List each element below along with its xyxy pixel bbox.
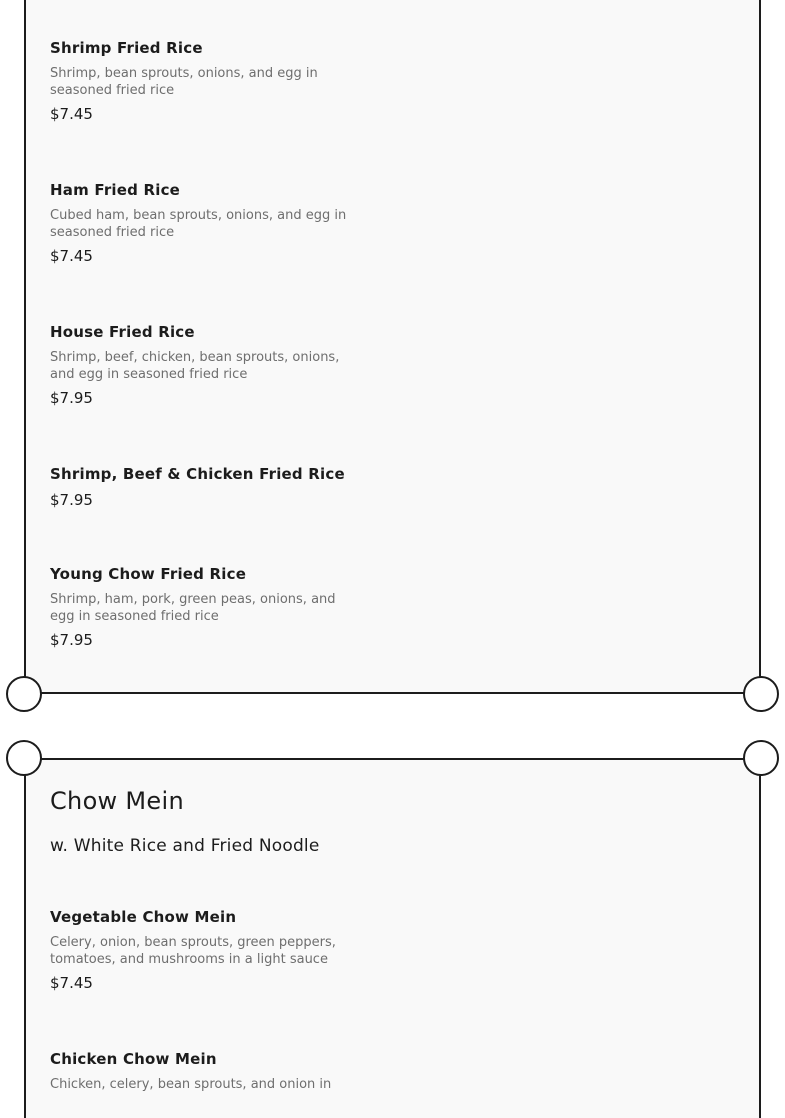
item-name: Shrimp, Beef & Chicken Fried Rice: [50, 465, 345, 483]
menu-item-shrimp-beef-chicken-fried-rice[interactable]: [50, 465, 360, 509]
item-name: Ham Fried Rice: [50, 181, 181, 199]
item-name: House Fried Rice: [50, 323, 195, 341]
item-description: Shrimp, ham, pork, green peas, onions, and egg in seasoned fried rice: [50, 592, 336, 624]
item-price: $7.45: [50, 105, 93, 123]
menu-item-ham-fried-rice[interactable]: [50, 181, 360, 265]
menu-item-young-chow-fried-rice[interactable]: [50, 565, 360, 649]
menu-item-chicken-chow-mein[interactable]: [50, 1050, 360, 1093]
item-price: $7.95: [50, 631, 93, 649]
item-name: Shrimp Fried Rice: [50, 39, 203, 57]
corner-notch: [743, 740, 779, 776]
item-name: Vegetable Chow Mein: [50, 908, 237, 926]
item-price: $7.45: [50, 247, 93, 265]
menu-item-house-fried-rice[interactable]: [50, 323, 360, 407]
item-name: Chicken Chow Mein: [50, 1050, 217, 1068]
item-description: Shrimp, beef, chicken, bean sprouts, onions, and egg in seasoned fried rice: [50, 350, 340, 382]
item-price: $7.45: [50, 974, 93, 992]
corner-notch: [6, 676, 42, 712]
menu-item-shrimp-fried-rice[interactable]: [50, 39, 360, 123]
item-price: $7.95: [50, 491, 93, 509]
item-description: Chicken, celery, bean sprouts, and onion in: [50, 1077, 332, 1092]
item-description: Shrimp, bean sprouts, onions, and egg in seasoned fried rice: [50, 66, 318, 98]
section-subtitle: w. White Rice and Fried Noodle: [50, 836, 320, 856]
fried-rice-section: [24, 0, 761, 694]
item-description: Cubed ham, bean sprouts, onions, and egg in seasoned fried rice: [50, 208, 347, 240]
item-description: Celery, onion, bean sprouts, green peppers, tomatoes, and mushrooms in a light sauce: [50, 935, 336, 967]
section-title: Chow Mein: [50, 787, 184, 815]
corner-notch: [6, 740, 42, 776]
menu-item-vegetable-chow-mein[interactable]: [50, 908, 360, 992]
item-price: $7.95: [50, 389, 93, 407]
corner-notch: [743, 676, 779, 712]
item-name: Young Chow Fried Rice: [50, 565, 247, 583]
chow-mein-section: [24, 758, 761, 1118]
